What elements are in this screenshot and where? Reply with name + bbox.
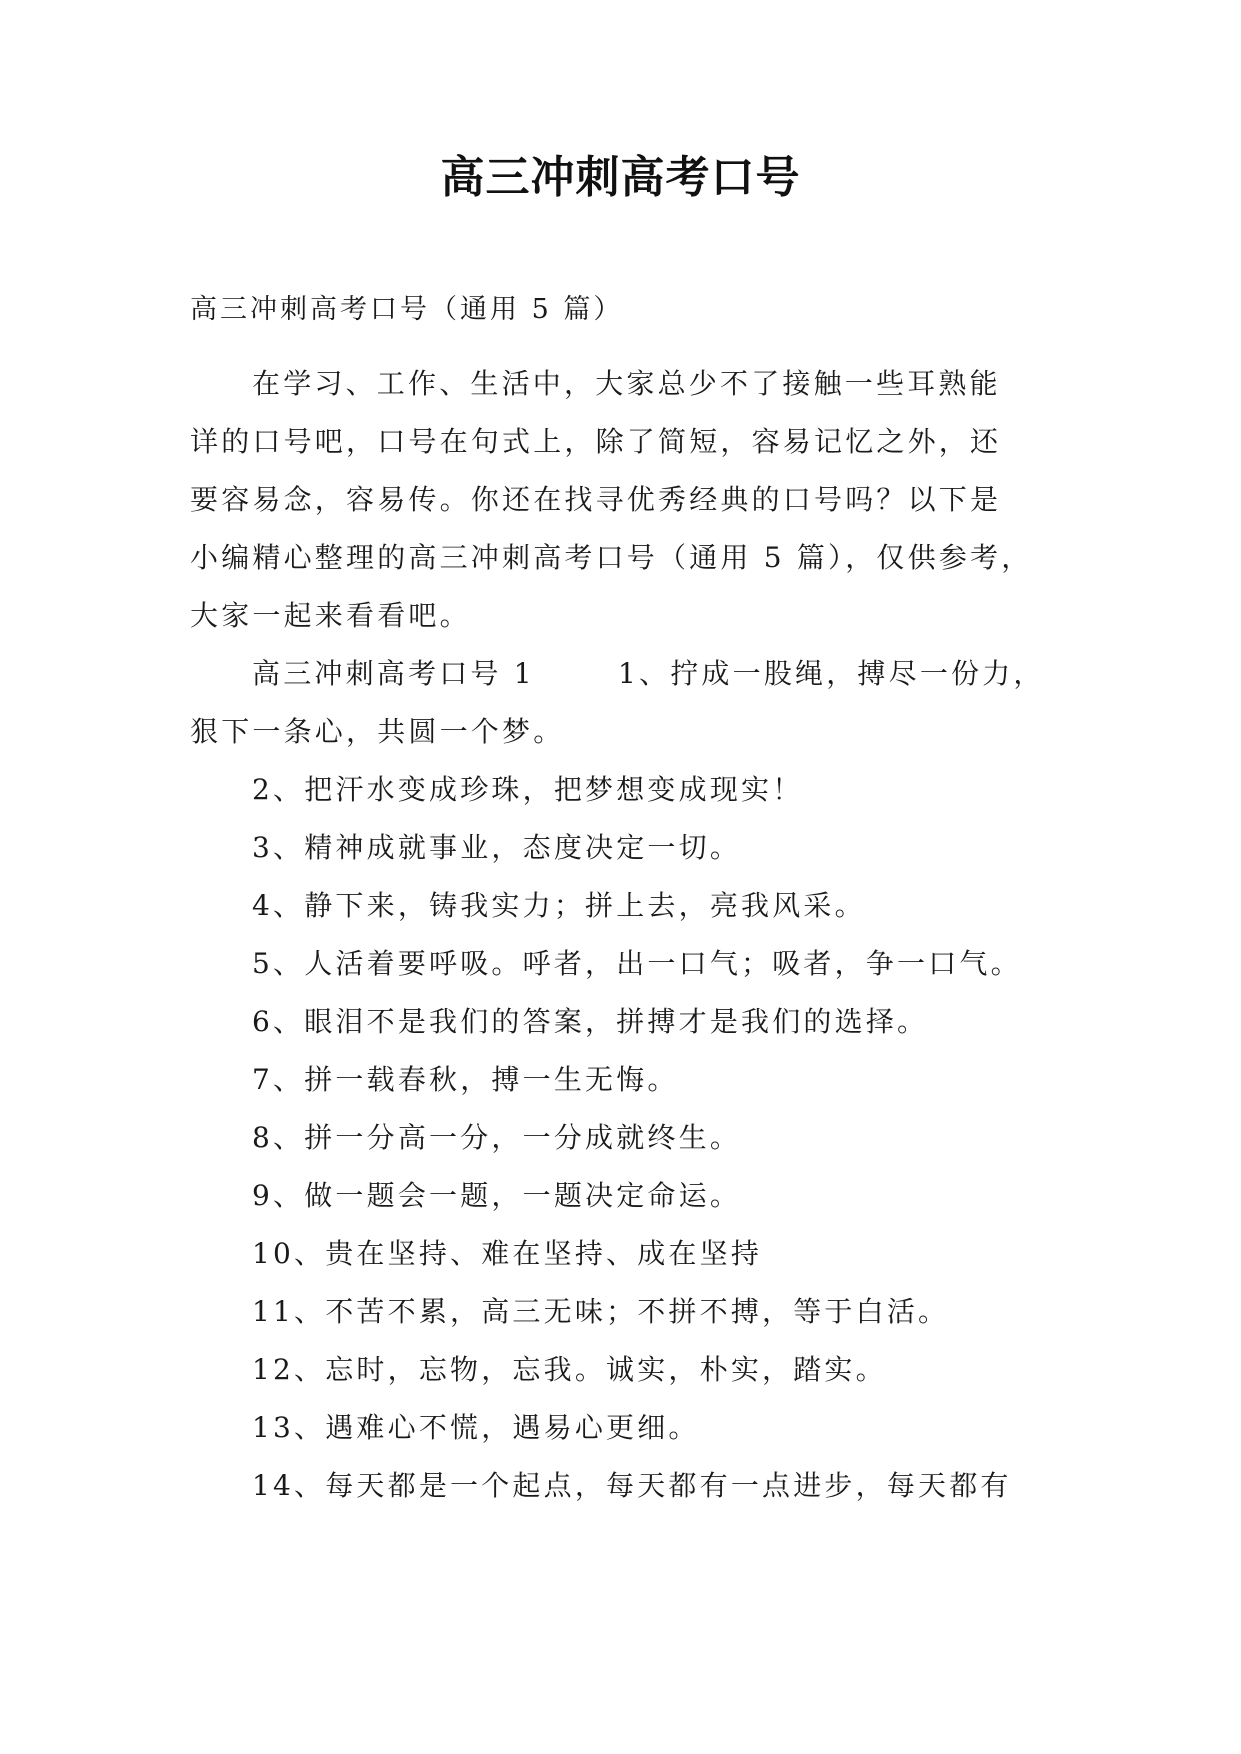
list-item: 2、把汗水变成珍珠，把梦想变成现实！ [252, 773, 804, 806]
list-item: 5、人活着要呼吸。呼者，出一口气；吸者，争一口气。 [252, 947, 1022, 980]
list-item: 14、每天都是一个起点，每天都有一点进步，每天都有 [252, 1469, 1012, 1502]
section-heading: 高三冲刺高考口号 1 [252, 657, 535, 690]
intro-line-3: 要容易念，容易传。你还在找寻优秀经典的口号吗？以下是 [190, 483, 1002, 516]
list-item: 12、忘时，忘物，忘我。诚实，朴实，踏实。 [252, 1353, 887, 1386]
list-item: 13、遇难心不慌，遇易心更细。 [252, 1411, 700, 1444]
intro-line-4: 小编精心整理的高三冲刺高考口号（通用 5 篇），仅供参考， [190, 541, 1033, 574]
list-item: 11、不苦不累，高三无味；不拼不搏，等于白活。 [252, 1295, 950, 1328]
list-item: 3、精神成就事业，态度决定一切。 [252, 831, 742, 864]
intro-line-1: 在学习、工作、生活中，大家总少不了接触一些耳熟能 [252, 367, 1001, 400]
list-item: 4、静下来，铸我实力；拼上去，亮我风采。 [252, 889, 866, 922]
intro-line-5: 大家一起来看看吧。 [190, 599, 471, 632]
list-item: 8、拼一分高一分，一分成就终生。 [252, 1121, 742, 1154]
document-title: 高三冲刺高考口号 [440, 152, 801, 203]
document-subtitle: 高三冲刺高考口号（通用 5 篇） [190, 294, 624, 325]
list-item: 6、眼泪不是我们的答案，拼搏才是我们的选择。 [252, 1005, 929, 1038]
list-item: 10、贵在坚持、难在坚持、成在坚持 [252, 1237, 763, 1270]
list-item: 9、做一题会一题，一题决定命运。 [252, 1179, 742, 1212]
list-item-1-start: 1、拧成一股绳，搏尽一份力， [618, 657, 1045, 690]
intro-line-2: 详的口号吧，口号在句式上，除了简短，容易记忆之外，还 [190, 425, 1002, 458]
list-item: 7、拼一载春秋，搏一生无悔。 [252, 1063, 679, 1096]
list-item-1-cont: 狠下一条心，共圆一个梦。 [190, 715, 565, 748]
